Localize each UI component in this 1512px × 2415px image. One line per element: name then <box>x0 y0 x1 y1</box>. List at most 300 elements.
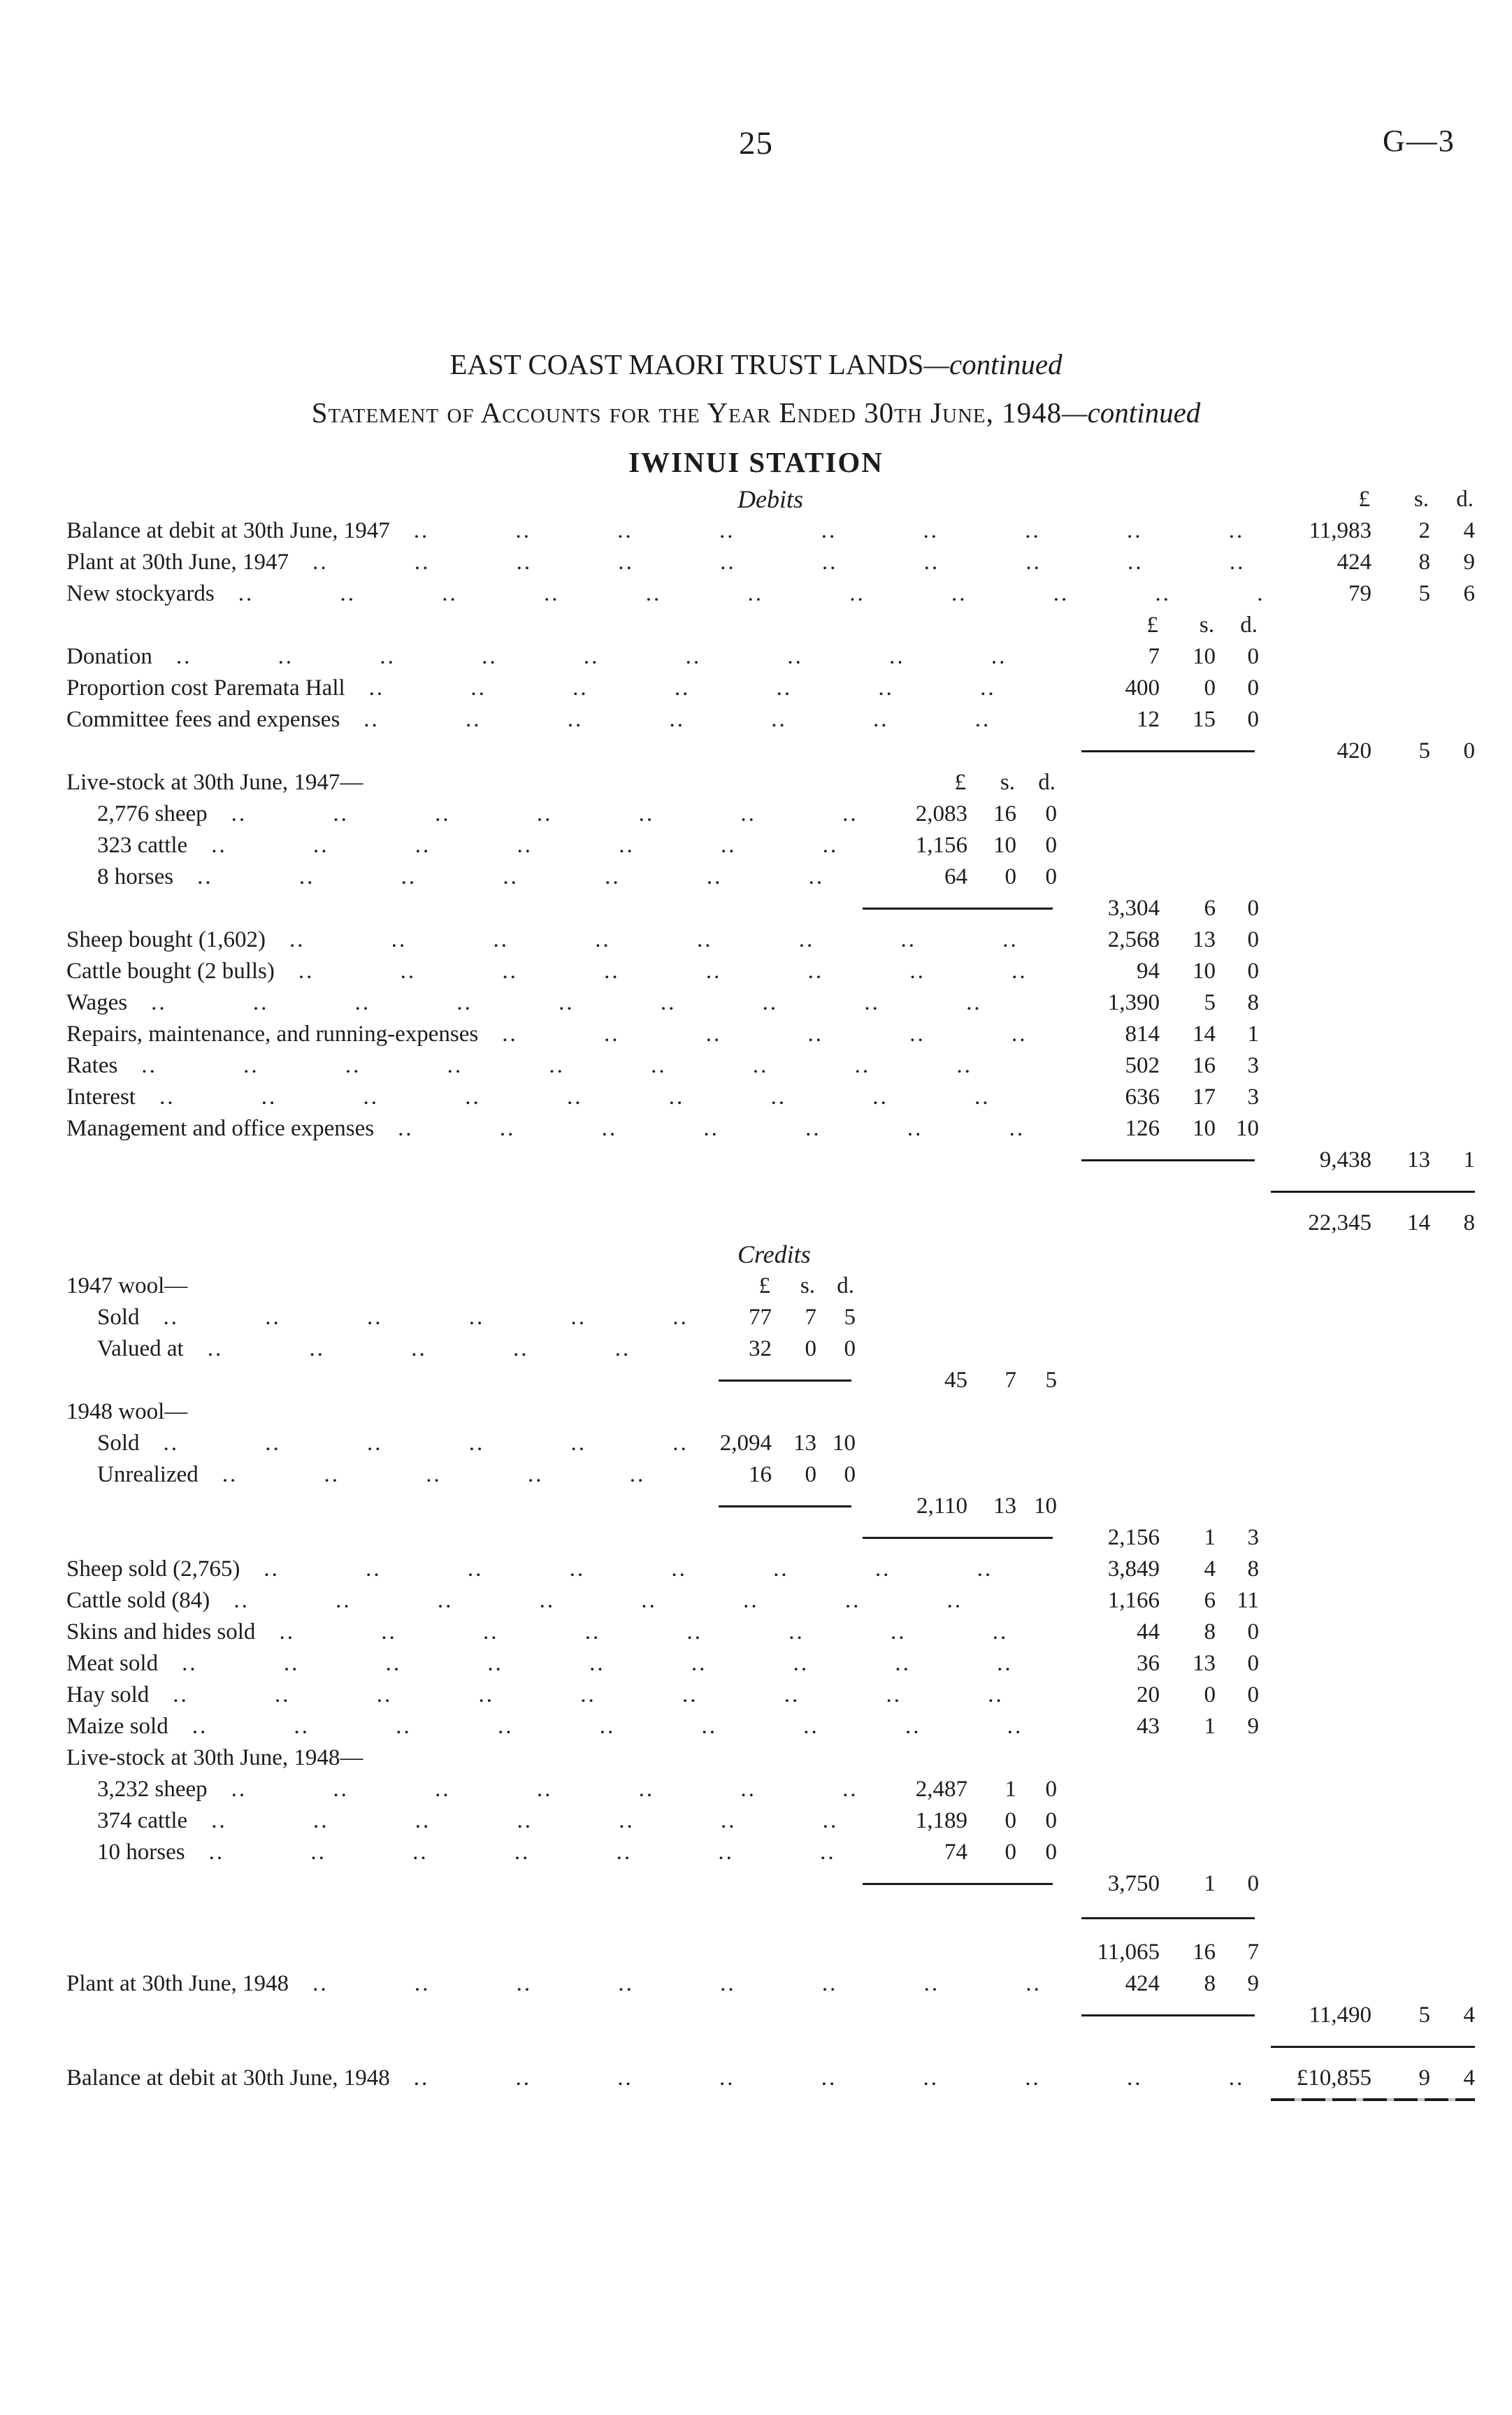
amount-part: 10 <box>993 833 1016 858</box>
row-label-text: Donation <box>66 644 152 669</box>
amount-part: 22,345 <box>1308 1210 1371 1235</box>
amount-part: 1 <box>1005 1777 1016 1802</box>
amount-cell <box>1056 1522 1259 1554</box>
row-label <box>66 1742 1475 1774</box>
row-label-text: Meat sold <box>66 1651 159 1676</box>
amount-part: 1,156 <box>915 833 967 858</box>
amount-cell <box>1056 1679 1259 1711</box>
ledger-row <box>66 893 1475 924</box>
ledger-row <box>66 1396 1475 1428</box>
amount-part: 814 <box>1125 1022 1160 1047</box>
ledger-row <box>66 1113 1475 1145</box>
dot-leaders <box>149 1679 1048 1711</box>
ledger-row <box>66 1585 1475 1617</box>
amount-part: 45 <box>944 1368 967 1393</box>
ledger-row <box>66 1902 1475 1934</box>
ledger-row <box>66 1522 1475 1554</box>
row-label <box>66 547 1264 578</box>
row-label <box>66 1428 703 1459</box>
dot-leaders <box>199 1459 703 1491</box>
amount-part: 15 <box>1193 707 1216 732</box>
ledger-row <box>66 1554 1475 1585</box>
row-label-text: Rates <box>66 1053 118 1078</box>
dot-leaders <box>345 673 1048 704</box>
amount-part: 502 <box>1125 1053 1160 1078</box>
amount-part: 0 <box>1045 833 1057 858</box>
row-label-text: Wages <box>66 990 128 1015</box>
amount-part: 6 <box>1204 896 1216 921</box>
ledger-row <box>66 673 1475 704</box>
amount-part: 5 <box>844 1305 856 1330</box>
sum-rule <box>863 1537 1053 1539</box>
amount-part: 0 <box>1045 1808 1057 1833</box>
amount-cell <box>681 1428 856 1459</box>
ledger-row <box>66 956 1475 987</box>
title-trust-lands <box>0 347 1512 381</box>
row-label <box>66 861 877 893</box>
row-label <box>66 1774 877 1805</box>
currency-symbol: d. <box>1240 612 1258 638</box>
dot-leaders <box>275 956 1048 987</box>
amount-cell <box>1272 578 1475 610</box>
amount-part: £10,855 <box>1296 2065 1371 2091</box>
amount-part: 16 <box>749 1462 772 1487</box>
amount-part: 11 <box>1237 1588 1259 1613</box>
amount-cell <box>854 1774 1057 1805</box>
row-label-text: Valued at <box>97 1336 184 1361</box>
amount-cell <box>854 861 1057 893</box>
row-label-text: Repairs, maintenance, and running-expenses <box>66 1022 479 1047</box>
title-trust-lands-text: EAST COAST MAORI TRUST LANDS <box>449 348 924 380</box>
sum-rule <box>1081 750 1255 752</box>
amount-part: 74 <box>944 1840 967 1865</box>
amount-part: 0 <box>1045 801 1057 826</box>
amount-part: 3,304 <box>1107 896 1160 921</box>
amount-cell <box>854 830 1057 861</box>
row-label <box>66 1459 703 1491</box>
row-label-text: Unrealized <box>97 1462 199 1487</box>
amount-cell <box>854 1365 1057 1396</box>
ledger-row <box>66 1868 1475 1900</box>
amount-part: 1 <box>1204 1714 1216 1739</box>
amount-part: 0 <box>1247 675 1259 701</box>
amount-part: 3 <box>1247 1084 1259 1110</box>
amount-cell <box>1056 1585 1259 1617</box>
amount-part: 36 <box>1137 1651 1160 1676</box>
amount-part: 2,156 <box>1107 1525 1160 1550</box>
ledger-row <box>66 2000 1475 2031</box>
row-label-text: Management and office expenses <box>66 1116 375 1141</box>
sum-rule <box>1271 2046 1475 2048</box>
amount-cell <box>854 1837 1057 1868</box>
amount-part: 13 <box>993 1493 1016 1519</box>
amount-part: 11,983 <box>1309 518 1371 543</box>
dot-leaders <box>140 1302 703 1333</box>
ledger-row <box>66 1176 1475 1208</box>
title-statement-text: Statement of Accounts for the Year Ended 30th June, 1948 <box>311 396 1063 429</box>
amount-part: 6 <box>1463 581 1475 606</box>
row-label-text: Committee fees and expenses <box>66 707 340 732</box>
amount-part: 8 <box>1418 550 1430 575</box>
amount-part: 9 <box>1247 1971 1259 1996</box>
amount-part: 1,189 <box>915 1808 967 1833</box>
amount-part: 0 <box>1005 1840 1016 1865</box>
amount-part: 4 <box>1463 2065 1475 2091</box>
amount-part: 6 <box>1204 1588 1216 1613</box>
dot-leaders <box>289 547 1264 578</box>
amount-cell <box>1272 1145 1475 1176</box>
dot-leaders <box>140 1428 703 1459</box>
dot-leaders <box>390 2063 1264 2094</box>
ledger-row <box>66 1239 1475 1270</box>
amount-part: 0 <box>1247 959 1259 984</box>
currency-symbol: d. <box>1038 770 1056 795</box>
amount-cell <box>1056 704 1259 736</box>
amount-part: 0 <box>1247 896 1259 921</box>
row-label <box>66 1082 1048 1113</box>
amount-part: 0 <box>1463 738 1475 764</box>
dot-leaders <box>210 1585 1048 1617</box>
amount-part: 9 <box>1418 2065 1430 2091</box>
row-label <box>66 798 877 830</box>
amount-part: 12 <box>1137 707 1160 732</box>
amount-cell <box>681 1302 856 1333</box>
ledger-row <box>66 578 1475 610</box>
amount-part: 16 <box>993 801 1016 826</box>
row-label <box>66 1302 703 1333</box>
dot-leaders <box>240 1554 1048 1585</box>
row-label <box>66 1617 1048 1648</box>
dot-leaders <box>158 1648 1048 1679</box>
amount-part: 0 <box>844 1336 856 1361</box>
amount-part: 0 <box>805 1336 816 1361</box>
dot-leaders <box>136 1082 1048 1113</box>
dot-leaders <box>266 924 1048 956</box>
amount-part: 4 <box>1204 1556 1216 1582</box>
ledger-row <box>66 1617 1475 1648</box>
amount-part: 0 <box>1204 1682 1216 1707</box>
amount-part: 0 <box>1247 1619 1259 1644</box>
amount-part: 3,849 <box>1107 1556 1160 1582</box>
currency-symbol: £ <box>1358 487 1370 512</box>
ledger-row <box>66 767 1475 798</box>
row-label-text: Interest <box>66 1084 136 1110</box>
amount-part: 0 <box>1005 864 1016 889</box>
currency-header-cell <box>1056 610 1259 641</box>
ledger-row <box>66 1302 1475 1333</box>
ledger-row <box>66 515 1475 547</box>
amount-part: 0 <box>1045 864 1057 889</box>
ledger-row <box>66 1270 1475 1302</box>
amount-cell <box>1272 515 1475 547</box>
amount-cell <box>1056 893 1259 924</box>
amount-cell <box>1272 736 1475 767</box>
amount-cell <box>1272 2000 1475 2031</box>
dot-leaders <box>255 1617 1048 1648</box>
ledger-row <box>66 987 1475 1019</box>
ledger-row <box>66 1050 1475 1082</box>
amount-cell <box>1056 1082 1259 1113</box>
amount-part: 636 <box>1125 1084 1160 1110</box>
amount-part: 16 <box>1193 1940 1216 1965</box>
amount-part: 11,065 <box>1097 1940 1160 1965</box>
amount-part: 13 <box>1193 1651 1216 1676</box>
row-label <box>66 1333 703 1365</box>
row-label-text: Skins and hides sold <box>66 1619 256 1644</box>
row-label <box>66 1113 1048 1145</box>
ledger-row <box>66 1428 1475 1459</box>
amount-part: 32 <box>749 1336 772 1361</box>
row-label <box>66 987 1048 1019</box>
dot-leaders <box>340 704 1048 736</box>
row-label-text: Sheep bought (1,602) <box>66 927 266 952</box>
amount-part: 13 <box>793 1431 816 1456</box>
ledger-row <box>66 1679 1475 1711</box>
amount-cell <box>1056 641 1259 673</box>
amount-cell <box>1056 1554 1259 1585</box>
row-label <box>66 1711 1048 1742</box>
section-heading: Debits <box>737 485 803 513</box>
row-label <box>66 1554 1048 1585</box>
amount-part: 3 <box>1247 1053 1259 1078</box>
amount-part: 0 <box>1247 1871 1259 1896</box>
amount-cell <box>681 1333 856 1365</box>
amount-cell <box>1056 1050 1259 1082</box>
sum-rule <box>1081 2014 1255 2016</box>
row-label-text: 374 cattle <box>97 1808 188 1833</box>
amount-part: 94 <box>1137 959 1160 984</box>
row-label <box>66 1396 1475 1428</box>
dot-leaders <box>390 515 1264 547</box>
currency-symbol: s. <box>1413 487 1429 512</box>
amount-part: 0 <box>1247 1682 1259 1707</box>
row-label-text: Live-stock at 30th June, 1948— <box>66 1745 363 1770</box>
ledger-row <box>66 1837 1475 1868</box>
currency-symbol: d. <box>1456 487 1474 512</box>
amount-cell <box>854 798 1057 830</box>
amount-part: 424 <box>1337 550 1371 575</box>
amount-part: 8 <box>1204 1619 1216 1644</box>
row-label-text: 2,776 sheep <box>97 801 208 826</box>
ledger-row <box>66 1365 1475 1396</box>
row-label <box>66 1050 1048 1082</box>
amount-part: 126 <box>1125 1116 1160 1141</box>
currency-symbol: d. <box>837 1273 854 1298</box>
currency-header-cell <box>1272 484 1475 515</box>
paper-reference-code: G—3 <box>1383 124 1455 158</box>
amount-part: 8 <box>1247 990 1259 1015</box>
row-label-text: Proportion cost Paremata Hall <box>66 675 345 701</box>
ledger-row <box>66 1333 1475 1365</box>
amount-part: 2,487 <box>915 1777 967 1802</box>
amount-part: 10 <box>833 1431 856 1456</box>
amount-part: 2,110 <box>916 1493 967 1519</box>
dot-leaders <box>374 1113 1048 1145</box>
ledger-row <box>66 641 1475 673</box>
amount-part: 0 <box>1247 1651 1259 1676</box>
row-label <box>66 515 1264 547</box>
row-label-text: 8 horses <box>97 864 174 889</box>
amount-cell <box>1272 2063 1475 2094</box>
amount-cell <box>1056 924 1259 956</box>
amount-part: 20 <box>1137 1682 1160 1707</box>
amount-part: 7 <box>1005 1368 1016 1393</box>
ledger-row <box>66 484 1475 515</box>
amount-part: 13 <box>1407 1147 1430 1173</box>
row-label-text: Plant at 30th June, 1948 <box>66 1971 289 1996</box>
row-label <box>66 1648 1048 1679</box>
row-label <box>66 1968 1048 2000</box>
amount-part: 3,750 <box>1107 1871 1160 1896</box>
amount-part: 2,083 <box>915 801 967 826</box>
amount-part: 10 <box>1193 959 1216 984</box>
row-label <box>66 956 1048 987</box>
amount-part: 5 <box>1418 2002 1430 2028</box>
dot-leaders <box>478 1019 1048 1050</box>
amount-cell <box>1272 547 1475 578</box>
sum-rule <box>863 1883 1053 1885</box>
sum-rule <box>863 908 1053 910</box>
ledger-row <box>66 1082 1475 1113</box>
amount-cell <box>1056 1937 1259 1968</box>
row-label-text: Cattle sold (84) <box>66 1588 210 1613</box>
amount-part: 3 <box>1247 1525 1259 1550</box>
amount-cell <box>854 1491 1057 1522</box>
amount-part: 11,490 <box>1309 2002 1371 2028</box>
amount-part: 2,568 <box>1107 927 1160 952</box>
dot-leaders <box>184 1333 703 1365</box>
amount-part: 0 <box>1045 1840 1057 1865</box>
row-label-text: New stockyards <box>66 581 215 606</box>
amount-cell <box>1056 1648 1259 1679</box>
row-label-text: Sold <box>97 1431 140 1456</box>
amount-cell <box>1056 1019 1259 1050</box>
ledger-row <box>66 2063 1475 2094</box>
row-label-text: 10 horses <box>97 1840 185 1865</box>
title-station-name: IWINUI STATION <box>628 446 884 478</box>
ledger-row <box>66 924 1475 956</box>
row-label-text: Sold <box>97 1305 140 1330</box>
currency-symbol: s. <box>1000 770 1015 795</box>
amount-cell <box>854 1805 1057 1837</box>
title-statement-continued: —continued <box>1062 396 1201 429</box>
row-label-text: Maize sold <box>66 1714 168 1739</box>
amount-cell <box>1056 1968 1259 2000</box>
currency-symbol: s. <box>800 1273 815 1298</box>
amount-cell <box>1272 1208 1475 1239</box>
currency-header-cell <box>854 767 1057 798</box>
ledger-row <box>66 1774 1475 1805</box>
ledger-row <box>66 1459 1475 1491</box>
ledger-row <box>66 798 1475 830</box>
ledger-row <box>66 547 1475 578</box>
dot-leaders <box>208 798 877 830</box>
amount-part: 44 <box>1137 1619 1160 1644</box>
amount-part: 400 <box>1125 675 1160 701</box>
amount-part: 7 <box>1247 1940 1259 1965</box>
amount-part: 1,166 <box>1107 1588 1160 1613</box>
row-label <box>66 673 1048 704</box>
amount-part: 0 <box>1247 707 1259 732</box>
sum-rule <box>1081 1917 1255 1919</box>
dot-leaders <box>208 1774 877 1805</box>
dot-leaders <box>187 1805 877 1837</box>
amount-part: 1,390 <box>1107 990 1160 1015</box>
page-number: 25 <box>739 125 773 162</box>
row-label <box>66 924 1048 956</box>
amount-part: 2 <box>1418 518 1430 543</box>
amount-part: 5 <box>1418 581 1430 606</box>
row-label-text: 323 cattle <box>97 833 188 858</box>
amount-cell <box>1056 1711 1259 1742</box>
dot-leaders <box>215 578 1264 610</box>
amount-part: 0 <box>1204 675 1216 701</box>
row-label-text: 3,232 sheep <box>97 1777 208 1802</box>
sum-rule <box>1271 2098 1475 2101</box>
amount-part: 7 <box>1148 644 1160 669</box>
ledger-row <box>66 2031 1475 2063</box>
row-label <box>66 830 877 861</box>
dot-leaders <box>117 1050 1048 1082</box>
amount-cell <box>1056 673 1259 704</box>
sum-rule <box>1271 1191 1475 1193</box>
ledger-row <box>66 1648 1475 1679</box>
amount-part: 8 <box>1463 1210 1475 1235</box>
amount-part: 9 <box>1463 550 1475 575</box>
dot-leaders <box>127 987 1048 1019</box>
amount-part: 1 <box>1463 1147 1475 1173</box>
ledger-row <box>66 1145 1475 1176</box>
row-label-text: Balance at debit at 30th June, 1947 <box>66 518 390 543</box>
row-label <box>66 578 1264 610</box>
amount-part: 10 <box>1034 1493 1057 1519</box>
row-label-text: Balance at debit at 30th June, 1948 <box>66 2065 390 2091</box>
amount-cell <box>681 1459 856 1491</box>
row-label-text: 1948 wool— <box>66 1399 188 1424</box>
ledger-row <box>66 704 1475 736</box>
amount-part: 5 <box>1418 738 1430 764</box>
amount-part: 17 <box>1193 1084 1216 1110</box>
row-label-text: Cattle bought (2 bulls) <box>66 959 275 984</box>
dot-leaders <box>173 861 877 893</box>
amount-part: 0 <box>1247 644 1259 669</box>
ledger-row <box>66 1937 1475 1968</box>
row-label <box>66 1019 1048 1050</box>
amount-part: 16 <box>1193 1053 1216 1078</box>
row-label <box>66 1585 1048 1617</box>
amount-part: 14 <box>1407 1210 1430 1235</box>
amount-part: 64 <box>944 864 967 889</box>
dot-leaders <box>289 1968 1048 2000</box>
amount-part: 10 <box>1193 1116 1216 1141</box>
amount-cell <box>1056 1868 1259 1900</box>
title-statement-of-accounts <box>0 396 1512 429</box>
sum-rule <box>1081 1159 1255 1161</box>
amount-part: 1 <box>1204 1871 1216 1896</box>
amount-part: 7 <box>805 1305 816 1330</box>
row-label <box>66 1837 877 1868</box>
row-label <box>66 1805 877 1837</box>
ledger-row <box>66 610 1475 641</box>
amount-part: 5 <box>1045 1368 1057 1393</box>
title-trust-lands-continued: —continued <box>923 348 1063 380</box>
ledger-row <box>66 1742 1475 1774</box>
dot-leaders <box>187 830 877 861</box>
row-label <box>66 2063 1264 2094</box>
amount-part: 14 <box>1193 1022 1216 1047</box>
row-label <box>66 1679 1048 1711</box>
currency-symbol: s. <box>1199 612 1214 638</box>
